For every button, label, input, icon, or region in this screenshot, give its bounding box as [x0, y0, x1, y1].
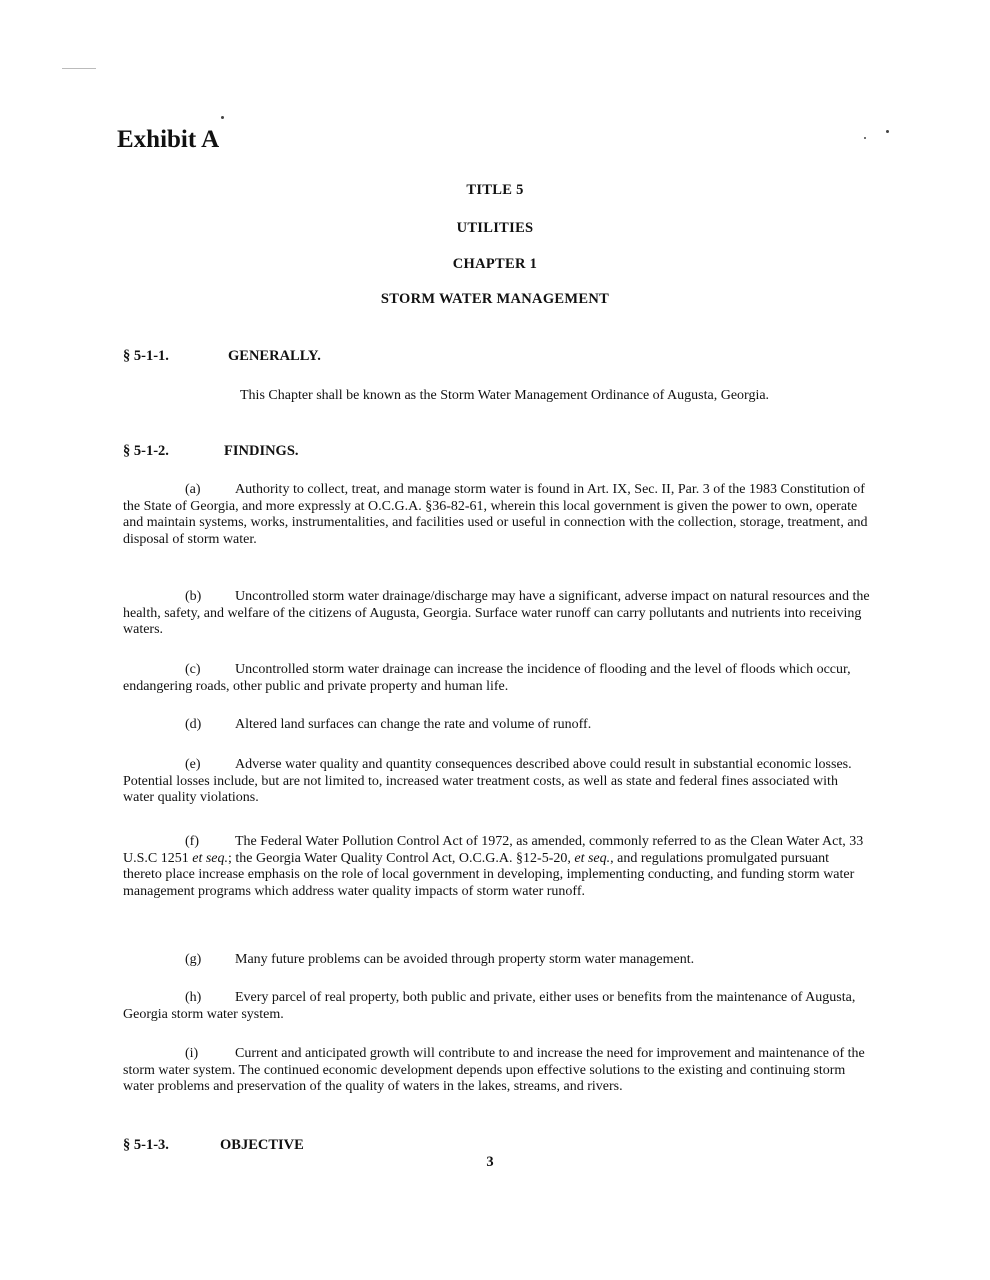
- section-text: [123, 388, 871, 405]
- finding-paragraph: [123, 990, 871, 1023]
- finding-text: Altered land surfaces can change the rate and volume of runoff.: [235, 717, 592, 732]
- finding-label: (b): [185, 589, 202, 604]
- finding-label: (i): [185, 1046, 199, 1061]
- section-heading: OBJECTIVE: [220, 1137, 304, 1153]
- title-subject: UTILITIES: [456, 220, 534, 236]
- finding-paragraph: [123, 589, 871, 639]
- page-number: 3: [486, 1154, 494, 1170]
- section-text-body: This Chapter shall be known as the Storm Water Management Ordinance of Augusta, Georgia.: [240, 388, 770, 403]
- finding-label: (e): [185, 757, 201, 772]
- finding-text-b: ; the Georgia Water Quality Control Act, O.C.G.A. §12-5-20,: [228, 850, 575, 866]
- scan-speck: [221, 116, 224, 119]
- finding-text-italic: et seq.: [192, 850, 228, 866]
- finding-text: Many future problems can be avoided through property storm water management.: [235, 952, 695, 967]
- finding-paragraph: [123, 717, 871, 734]
- finding-paragraph: [123, 757, 871, 807]
- section-number: § 5-1-2.: [123, 443, 169, 459]
- finding-text-a: The Federal Water Pollution Control Act of 1972, as amended, commonly referred to as the Clean Water Act, 33 U.S.C 1251: [123, 834, 864, 866]
- finding-label: (a): [185, 482, 201, 497]
- finding-text-italic: et seq.: [574, 850, 611, 866]
- finding-paragraph: [123, 1046, 871, 1096]
- finding-label: (d): [185, 717, 202, 732]
- finding-text: Current and anticipated growth will contribute to and increase the need for improvement and maintenance of the storm water system. The continued economic development depends upon effective solutions to the existing and continuing storm water problems and preservation of the quality of waters in the lakes, streams, and rivers.: [123, 1046, 865, 1094]
- scan-speck: [886, 130, 889, 133]
- chapter-number: CHAPTER 1: [452, 256, 538, 272]
- finding-label: (h): [185, 990, 202, 1005]
- finding-label: (g): [185, 952, 202, 967]
- exhibit-title: Exhibit A: [117, 126, 220, 153]
- finding-paragraph: [123, 834, 871, 900]
- finding-text: Every parcel of real property, both public and private, either uses or benefits from the maintenance of Augusta, Georgia storm water system.: [123, 990, 856, 1022]
- finding-paragraph: [123, 662, 871, 695]
- scan-speck: [864, 137, 866, 139]
- finding-text: Uncontrolled storm water drainage/discharge may have a significant, adverse impact on natural resources and the health, safety, and welfare of the citizens of Augusta, Georgia. Surface water runoff can carry pollutants and nutrients into receiving waters.: [123, 589, 870, 637]
- finding-label: (f): [185, 834, 199, 849]
- finding-label: (c): [185, 662, 201, 677]
- finding-text: Authority to collect, treat, and manage storm water is found in Art. IX, Sec. II, Par. 3 of the 1983 Constitution of the State of Georgia, and more expressly at O.C.G.A. §36-82-61, wherein this local government is given the power to own, operate and maintain systems, works, instrumentalities, and facilities used or useful in connection with the collection, storage, treatment, and disposal of storm water.: [123, 482, 868, 547]
- section-number: § 5-1-3.: [123, 1137, 169, 1153]
- finding-text: Uncontrolled storm water drainage can increase the incidence of flooding and the level of floods which occur, endangering roads, other public and private property and human life.: [123, 662, 851, 694]
- title-number: TITLE 5: [466, 182, 524, 198]
- section-heading: GENERALLY.: [228, 348, 321, 364]
- finding-text: Adverse water quality and quantity consequences described above could result in substantial economic losses. Potential losses include, but are not limited to, increased water treatment costs, as well as state and federal fines associated with water quality violations.: [123, 757, 852, 805]
- section-heading: FINDINGS.: [224, 443, 299, 459]
- scan-mark: [62, 68, 96, 69]
- finding-text-c: , and regulations promulgated pursuant thereto place increase emphasis on the role of local government in developing, implementing conducting, and funding storm water management programs which address water quality impacts of storm water runoff.: [123, 850, 855, 899]
- finding-paragraph: [123, 952, 871, 969]
- section-number: § 5-1-1.: [123, 348, 169, 364]
- chapter-name: STORM WATER MANAGEMENT: [380, 291, 610, 307]
- finding-paragraph: [123, 482, 871, 548]
